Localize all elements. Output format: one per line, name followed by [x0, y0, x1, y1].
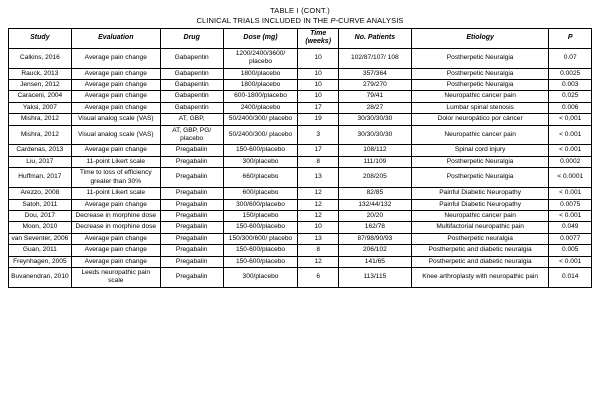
- cell-dose: 1800/placebo: [223, 80, 298, 91]
- cell-drug: Pregabalin: [160, 222, 223, 233]
- cell-evaluation: Average pain change: [71, 256, 160, 267]
- cell-study: Calkins, 2016: [9, 48, 72, 68]
- cell-p: 0.049: [549, 222, 592, 233]
- cell-time: 17: [298, 102, 338, 113]
- cell-p: 0.0077: [549, 233, 592, 244]
- cell-p: 0.0025: [549, 68, 592, 79]
- cell-drug: Gabapentin: [160, 91, 223, 102]
- cell-etiology: Knee arthroplasty with neuropathic pain: [411, 267, 549, 287]
- caption-text-post: -CURVE ANALYSIS: [335, 15, 404, 25]
- cell-p: < 0.001: [549, 125, 592, 145]
- cell-dose: 1200/2400/3600/ placebo: [223, 48, 298, 68]
- cell-dose: 150-600/placebo: [223, 222, 298, 233]
- cell-time: 10: [298, 68, 338, 79]
- cell-study: Mishra, 2012: [9, 125, 72, 145]
- cell-patients: 141/65: [338, 256, 411, 267]
- cell-dose: 1800/placebo: [223, 68, 298, 79]
- cell-evaluation: 11-point Likert scale: [71, 156, 160, 167]
- cell-drug: Pregabalin: [160, 168, 223, 188]
- cell-time: 17: [298, 145, 338, 156]
- cell-etiology: Postherpetic and diabetic neuralgia: [411, 256, 549, 267]
- cell-study: Jensen, 2012: [9, 80, 72, 91]
- cell-p: 0.0075: [549, 199, 592, 210]
- cell-etiology: Lumbar spinal stenosis: [411, 102, 549, 113]
- cell-p: 0.006: [549, 102, 592, 113]
- cell-dose: 150/placebo: [223, 210, 298, 221]
- cell-p: < 0.001: [549, 145, 592, 156]
- cell-dose: 150-600/placebo: [223, 256, 298, 267]
- cell-evaluation: Average pain change: [71, 80, 160, 91]
- table-caption: [8, 6, 592, 25]
- cell-patients: 111/109: [338, 156, 411, 167]
- cell-evaluation: Time to loss of efficiency greater than 30%: [71, 168, 160, 188]
- cell-p: 0.005: [549, 245, 592, 256]
- cell-dose: 300/placebo: [223, 156, 298, 167]
- cell-drug: Pregabalin: [160, 156, 223, 167]
- cell-dose: 50/2400/300/ placebo: [223, 125, 298, 145]
- column-header-p: P: [549, 29, 592, 49]
- cell-p: 0.0002: [549, 156, 592, 167]
- column-header-etiology: Etiology: [411, 29, 549, 49]
- cell-evaluation: Average pain change: [71, 145, 160, 156]
- cell-drug: Pregabalin: [160, 210, 223, 221]
- cell-time: 12: [298, 256, 338, 267]
- table-row: [9, 80, 592, 91]
- cell-etiology: Multifactorial neuropathic pain: [411, 222, 549, 233]
- cell-time: 12: [298, 199, 338, 210]
- cell-patients: 87/98/90/93: [338, 233, 411, 244]
- cell-study: Dou, 2017: [9, 210, 72, 221]
- cell-study: Cardenas, 2013: [9, 145, 72, 156]
- cell-evaluation: Visual analog scale (VAS): [71, 114, 160, 125]
- cell-p: < 0.001: [549, 256, 592, 267]
- column-header-evaluation: Evaluation: [71, 29, 160, 49]
- table-header-row: [9, 29, 592, 49]
- cell-etiology: Neuropathic cancer pain: [411, 210, 549, 221]
- table-row: [9, 233, 592, 244]
- cell-patients: 357/364: [338, 68, 411, 79]
- table-body: [9, 48, 592, 287]
- cell-patients: 108/112: [338, 145, 411, 156]
- cell-drug: Pregabalin: [160, 267, 223, 287]
- cell-study: Freynhagen, 2005: [9, 256, 72, 267]
- cell-study: Caraceni, 2004: [9, 91, 72, 102]
- column-header-patients: No. Patients: [338, 29, 411, 49]
- cell-patients: 79/41: [338, 91, 411, 102]
- caption-text-pre: CLINICAL TRIALS INCLUDED IN THE: [196, 15, 331, 25]
- cell-evaluation: Average pain change: [71, 245, 160, 256]
- cell-patients: 30/30/30/30: [338, 114, 411, 125]
- cell-drug: Pregabalin: [160, 145, 223, 156]
- cell-time: 10: [298, 80, 338, 91]
- table-row: [9, 267, 592, 287]
- table-row: [9, 114, 592, 125]
- cell-etiology: Postherpetic Neuralgia: [411, 48, 549, 68]
- cell-study: Rauck, 2013: [9, 68, 72, 79]
- cell-dose: 150-600/placebo: [223, 145, 298, 156]
- cell-time: 8: [298, 156, 338, 167]
- table-row: [9, 188, 592, 199]
- cell-study: Buvanendran, 2010: [9, 267, 72, 287]
- cell-dose: 50/2400/300/ placebo: [223, 114, 298, 125]
- cell-study: Yaksi, 2007: [9, 102, 72, 113]
- table-row: [9, 102, 592, 113]
- cell-etiology: Postherpetic neuralgia: [411, 233, 549, 244]
- cell-etiology: Postherpetic Neuralgia: [411, 80, 549, 91]
- cell-study: Liu, 2017: [9, 156, 72, 167]
- cell-patients: 208/205: [338, 168, 411, 188]
- table-row: [9, 222, 592, 233]
- cell-drug: Gabapentin: [160, 102, 223, 113]
- caption-text-italic: P: [330, 15, 336, 25]
- cell-dose: 300/600/placebo: [223, 199, 298, 210]
- cell-drug: Pregabalin: [160, 188, 223, 199]
- cell-patients: 28/27: [338, 102, 411, 113]
- cell-drug: AT, GBP, PG/ placebo: [160, 125, 223, 145]
- cell-etiology: Painful Diabetic Neuropathy: [411, 199, 549, 210]
- cell-p: < 0,001: [549, 114, 592, 125]
- cell-evaluation: Average pain change: [71, 91, 160, 102]
- cell-time: 6: [298, 267, 338, 287]
- table-row: [9, 125, 592, 145]
- cell-evaluation: Average pain change: [71, 233, 160, 244]
- cell-p: 0.025: [549, 91, 592, 102]
- cell-p: 0.014: [549, 267, 592, 287]
- table-row: [9, 156, 592, 167]
- table-row: [9, 168, 592, 188]
- cell-patients: 30/30/30/30: [338, 125, 411, 145]
- cell-study: Guan, 2011: [9, 245, 72, 256]
- cell-drug: Pregabalin: [160, 199, 223, 210]
- cell-drug: Gabapentin: [160, 48, 223, 68]
- cell-time: 19: [298, 114, 338, 125]
- cell-p: 0.003: [549, 80, 592, 91]
- cell-etiology: Neuropathic cancer pain: [411, 91, 549, 102]
- cell-dose: 150-600/placebo: [223, 245, 298, 256]
- cell-p: < 0.0001: [549, 168, 592, 188]
- cell-p: < 0.001: [549, 188, 592, 199]
- table-row: [9, 245, 592, 256]
- cell-evaluation: Visual analog scale (VAS): [71, 125, 160, 145]
- table-row: [9, 199, 592, 210]
- cell-drug: Pregabalin: [160, 233, 223, 244]
- table-row: [9, 68, 592, 79]
- cell-p: < 0.001: [549, 210, 592, 221]
- cell-dose: 2400/placebo: [223, 102, 298, 113]
- cell-evaluation: Average pain change: [71, 102, 160, 113]
- cell-study: van Seventer, 2006: [9, 233, 72, 244]
- column-header-dose: Dose (mg): [223, 29, 298, 49]
- cell-patients: 102/87/107/ 108: [338, 48, 411, 68]
- cell-evaluation: Average pain change: [71, 199, 160, 210]
- cell-study: Satoh, 2011: [9, 199, 72, 210]
- cell-evaluation: 11-point Likert scale: [71, 188, 160, 199]
- cell-study: Moon, 2010: [9, 222, 72, 233]
- clinical-trials-table: [8, 28, 592, 288]
- cell-evaluation: Decrease in morphine dose: [71, 222, 160, 233]
- table-row: [9, 91, 592, 102]
- table-caption-subtitle: [8, 16, 592, 26]
- column-header-drug: Drug: [160, 29, 223, 49]
- cell-study: Mishra, 2012: [9, 114, 72, 125]
- cell-etiology: Postherpetic and diabetic neuralgia: [411, 245, 549, 256]
- cell-etiology: Spinal cord injury: [411, 145, 549, 156]
- table-row: [9, 256, 592, 267]
- cell-time: 13: [298, 233, 338, 244]
- cell-etiology: Postherpetic Neuralgia: [411, 156, 549, 167]
- cell-drug: Gabapentin: [160, 68, 223, 79]
- column-header-study: Study: [9, 29, 72, 49]
- cell-time: 12: [298, 188, 338, 199]
- cell-etiology: Neuropathic cancer pain: [411, 125, 549, 145]
- cell-etiology: Postherpetic Neuralgia: [411, 168, 549, 188]
- cell-dose: 600-1800/placebo: [223, 91, 298, 102]
- cell-dose: 300/placebo: [223, 267, 298, 287]
- cell-drug: Pregabalin: [160, 256, 223, 267]
- cell-time: 10: [298, 222, 338, 233]
- table-row: [9, 145, 592, 156]
- column-header-time: Time (weeks): [298, 29, 338, 49]
- cell-patients: 279/270: [338, 80, 411, 91]
- cell-study: Huffman, 2017: [9, 168, 72, 188]
- cell-evaluation: Average pain change: [71, 48, 160, 68]
- cell-patients: 206/102: [338, 245, 411, 256]
- cell-evaluation: Leeds neuropathic pain scale: [71, 267, 160, 287]
- cell-time: 10: [298, 48, 338, 68]
- cell-drug: AT, GBP,: [160, 114, 223, 125]
- cell-dose: 600/placebo: [223, 188, 298, 199]
- table-row: [9, 210, 592, 221]
- cell-study: Arezzo, 2008: [9, 188, 72, 199]
- cell-time: 13: [298, 168, 338, 188]
- cell-time: 10: [298, 91, 338, 102]
- cell-patients: 162/78: [338, 222, 411, 233]
- cell-dose: 150/300/600/ placebo: [223, 233, 298, 244]
- cell-drug: Pregabalin: [160, 245, 223, 256]
- cell-patients: 82/85: [338, 188, 411, 199]
- cell-evaluation: Average pain change: [71, 68, 160, 79]
- cell-drug: Gabapentin: [160, 80, 223, 91]
- cell-evaluation: Decrease in morphine dose: [71, 210, 160, 221]
- cell-time: 8: [298, 245, 338, 256]
- cell-time: 12: [298, 210, 338, 221]
- cell-time: 3: [298, 125, 338, 145]
- cell-dose: 660/placebo: [223, 168, 298, 188]
- cell-patients: 132/44/132: [338, 199, 411, 210]
- cell-p: 0.07: [549, 48, 592, 68]
- table-caption-title: TABLE I (CONT.): [270, 6, 330, 15]
- table-row: [9, 48, 592, 68]
- cell-patients: 20/20: [338, 210, 411, 221]
- cell-etiology: Painful Diabetic Neuropathy: [411, 188, 549, 199]
- cell-patients: 113/115: [338, 267, 411, 287]
- cell-etiology: Postherpetic Neuralgia: [411, 68, 549, 79]
- cell-etiology: Dolor neuropático por cáncer: [411, 114, 549, 125]
